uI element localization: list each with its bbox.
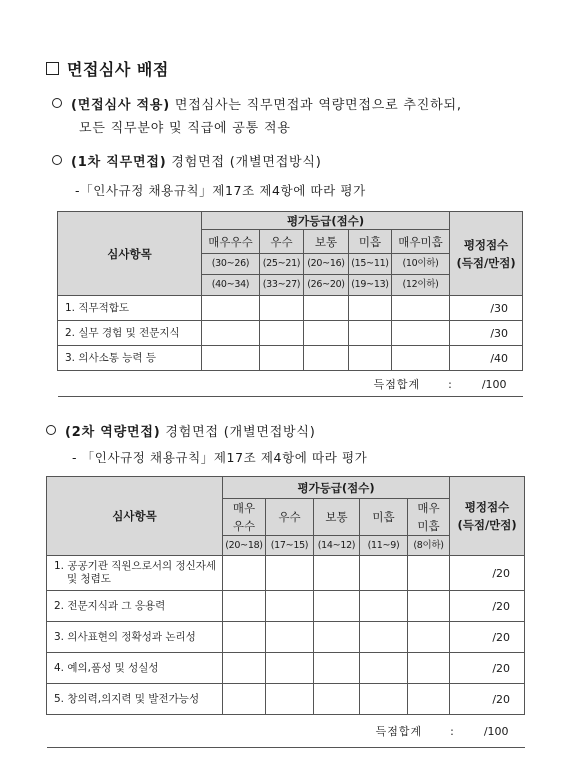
grade-cell[interactable] [349,296,392,321]
intro-line-2: 모든 직무분야 및 직급에 공통 적용 [79,121,291,136]
grade-cell[interactable] [223,591,266,622]
grade-header: 평가등급(점수) [223,477,450,499]
row-score: /30 [450,321,523,346]
grade-range: (26~20) [304,275,349,296]
grade-range: (20~18) [223,536,266,556]
grade-cell[interactable] [260,296,304,321]
grade-cell[interactable] [266,622,314,653]
grade-cell[interactable] [202,346,260,371]
grade-cell[interactable] [314,556,360,591]
row-score: /20 [450,622,525,653]
first-interview-heading [52,151,322,170]
second-score-table [46,476,525,748]
grade-range: (40~34) [202,275,260,296]
grade-cell[interactable] [314,622,360,653]
grade-range: (17~15) [266,536,314,556]
table-row [47,684,525,715]
grade-range: (11~9) [360,536,408,556]
grade-cell[interactable] [202,321,260,346]
second-interview-heading [46,421,316,440]
row-item: 2. 전문지식과 그 응용력 [47,591,223,622]
grade-label: 매우 미흡 [408,499,450,536]
grade-cell[interactable] [314,684,360,715]
second-bold-label: (2차 역량면접) [65,425,161,440]
grade-cell[interactable] [223,556,266,591]
grade-cell[interactable] [408,622,450,653]
grade-range: (19~13) [349,275,392,296]
first-score-table [57,211,523,397]
grade-label: 매우우수 [202,230,260,254]
table-row [47,591,525,622]
circle-bullet-icon [52,98,62,108]
row-score: /20 [450,684,525,715]
row-item: 3. 의사소통 능력 등 [58,346,202,371]
row-score: /20 [450,556,525,591]
grade-range: (8이하) [408,536,450,556]
intro-line-1 [52,94,462,113]
grade-range: (33~27) [260,275,304,296]
grade-cell[interactable] [304,346,349,371]
grade-cell[interactable] [360,556,408,591]
grade-label: 매우미흡 [392,230,450,254]
grade-label: 보통 [314,499,360,536]
circle-bullet-icon [46,425,56,435]
row-item: 1. 직무적합도 [58,296,202,321]
item-header: 심사항목 [47,477,223,556]
grade-range: (10이하) [392,254,450,275]
grade-cell[interactable] [360,591,408,622]
grade-cell[interactable] [260,346,304,371]
table-row [47,556,525,591]
grade-cell[interactable] [360,684,408,715]
grade-range: (12이하) [392,275,450,296]
grade-cell[interactable] [349,321,392,346]
total-value: /100 [481,377,507,391]
grade-cell[interactable] [266,591,314,622]
grade-label: 보통 [304,230,349,254]
section-title: 면접심사 배점 [46,57,169,80]
item-header: 심사항목 [58,212,202,296]
intro-text-1: 면접심사는 직무면접과 역량면접으로 추진하되, [169,98,462,113]
row-item: 2. 실무 경험 및 전문지식 [58,321,202,346]
grade-cell[interactable] [314,653,360,684]
grade-label: 매우 우수 [223,499,266,536]
table-row [47,622,525,653]
grade-cell[interactable] [408,653,450,684]
grade-range: (15~11) [349,254,392,275]
row-item: 4. 예의,품성 및 성실성 [47,653,223,684]
table-row [47,653,525,684]
second-method: 경험면접 (개별면접방식) [160,425,316,440]
table-row [58,296,523,321]
table-row [58,321,523,346]
total-row [58,371,523,397]
grade-cell[interactable] [304,321,349,346]
grade-cell[interactable] [360,622,408,653]
total-colon: : [448,377,452,391]
row-item: 5. 창의력,의지력 및 발전가능성 [47,684,223,715]
total-colon: : [450,725,454,738]
row-score: /30 [450,296,523,321]
grade-cell[interactable] [314,591,360,622]
grade-cell[interactable] [266,653,314,684]
grade-cell[interactable] [408,591,450,622]
intro-bold-label: (면접심사 적용) [71,98,170,113]
total-label: 득점합계 [375,725,423,738]
grade-cell[interactable] [392,346,450,371]
grade-cell[interactable] [223,653,266,684]
grade-label: 우수 [266,499,314,536]
score-header: 평정점수 (득점/만점) [450,212,523,296]
score-header: 평정점수 (득점/만점) [450,477,525,556]
grade-cell[interactable] [360,653,408,684]
grade-range: (25~21) [260,254,304,275]
table-row [58,346,523,371]
grade-range: (30~26) [202,254,260,275]
row-score: /20 [450,653,525,684]
grade-range: (14~12) [314,536,360,556]
grade-cell[interactable] [349,346,392,371]
grade-cell[interactable] [223,622,266,653]
row-score: /20 [450,591,525,622]
grade-cell[interactable] [408,556,450,591]
first-method: 경험면접 (개별면접방식) [166,155,322,170]
grade-cell[interactable] [408,684,450,715]
grade-cell[interactable] [266,556,314,591]
grade-cell[interactable] [223,684,266,715]
grade-label: 미흡 [349,230,392,254]
total-row [47,715,525,748]
row-item: 1. 공공기관 직원으로서의 정신자세 및 청렴도 [47,556,223,591]
grade-label: 미흡 [360,499,408,536]
first-bold-label: (1차 직무면접) [71,155,167,170]
checkbox-square-icon [46,62,59,75]
total-value: /100 [483,725,509,738]
row-item: 3. 의사표현의 정확성과 논리성 [47,622,223,653]
grade-cell[interactable] [392,321,450,346]
grade-cell[interactable] [260,321,304,346]
first-basis: -「인사규정 채용규칙」제17조 제4항에 따라 평가 [75,183,366,198]
grade-cell[interactable] [304,296,349,321]
grade-cell[interactable] [266,684,314,715]
grade-label: 우수 [260,230,304,254]
grade-cell[interactable] [202,296,260,321]
total-label: 득점합계 [373,377,421,391]
grade-range: (20~16) [304,254,349,275]
grade-cell[interactable] [392,296,450,321]
grade-header: 평가등급(점수) [202,212,450,230]
second-basis: - 「인사규정 채용규칙」제17조 제4항에 따라 평가 [72,450,368,465]
row-score: /40 [450,346,523,371]
circle-bullet-icon [52,155,62,165]
